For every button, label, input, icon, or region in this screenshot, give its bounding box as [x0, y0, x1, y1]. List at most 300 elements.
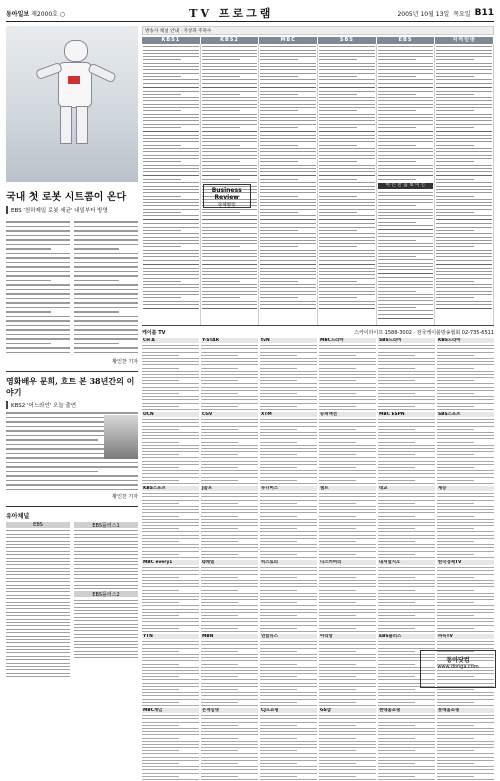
schedule-line	[437, 352, 494, 353]
schedule-line	[319, 509, 376, 510]
schedule-line	[378, 127, 416, 128]
schedule-line	[319, 728, 376, 729]
schedule-line	[201, 396, 258, 397]
schedule-line	[436, 138, 492, 139]
schedule-line	[142, 509, 199, 510]
text-line	[6, 669, 70, 670]
schedule-line	[260, 297, 298, 298]
schedule-line	[436, 189, 492, 190]
text-line	[74, 585, 138, 586]
schedule-line	[143, 66, 199, 67]
schedule-line	[260, 648, 317, 649]
schedule-line	[142, 500, 199, 501]
schedule-line	[437, 493, 494, 494]
schedule-line	[142, 470, 199, 471]
schedule-line	[378, 124, 434, 125]
schedule-line	[378, 141, 434, 142]
schedule-line	[142, 766, 199, 767]
schedule-line	[260, 127, 298, 128]
schedule-line	[319, 554, 356, 555]
schedule-line	[378, 596, 435, 597]
text-line	[6, 571, 70, 572]
schedule-line	[201, 406, 238, 407]
schedule-line	[142, 403, 199, 404]
schedule-line	[378, 451, 435, 452]
cable-channel	[437, 486, 494, 559]
schedule-line	[143, 301, 199, 302]
schedule-line	[378, 419, 435, 420]
schedule-line	[319, 141, 375, 142]
schedule-line	[437, 377, 494, 378]
cable-channel	[319, 708, 376, 781]
schedule-line	[319, 769, 376, 770]
schedule-line	[260, 516, 297, 517]
schedule-line	[378, 202, 434, 203]
schedule-line	[260, 175, 316, 176]
schedule-line	[437, 577, 474, 578]
schedule-line	[260, 387, 317, 388]
text-line	[6, 652, 70, 653]
schedule-line	[201, 590, 238, 591]
schedule-line	[142, 683, 199, 684]
schedule-line	[378, 621, 435, 622]
text-line	[6, 316, 70, 318]
schedule-line	[142, 695, 199, 696]
schedule-line	[260, 182, 316, 183]
schedule-line	[260, 56, 316, 57]
schedule-line	[378, 161, 416, 162]
schedule-line	[142, 438, 199, 439]
schedule-line	[201, 544, 258, 545]
schedule-line	[202, 278, 258, 279]
schedule-line	[319, 429, 356, 430]
schedule-line	[142, 380, 179, 381]
cable-channel-name: XTM	[260, 412, 317, 417]
section-title: TV 프로그램	[189, 7, 274, 20]
cable-channel-name: MBC게임	[142, 708, 199, 713]
schedule-line	[437, 512, 494, 513]
schedule-line	[437, 426, 494, 427]
schedule-line	[143, 148, 199, 149]
schedule-line	[319, 747, 376, 748]
schedule-line	[201, 557, 258, 558]
schedule-line	[260, 59, 298, 60]
text-line	[6, 639, 70, 640]
schedule-line	[319, 202, 375, 203]
schedule-line	[201, 503, 238, 504]
schedule-line	[319, 59, 357, 60]
schedule-line	[260, 158, 316, 159]
schedule-line	[319, 683, 376, 684]
cable-channel-name: 롯데홈쇼핑	[437, 708, 494, 713]
schedule-line	[437, 702, 474, 703]
schedule-line	[142, 692, 199, 693]
text-line	[6, 588, 70, 589]
schedule-line	[436, 158, 492, 159]
schedule-line	[201, 760, 258, 761]
schedule-line	[378, 358, 435, 359]
schedule-line	[260, 596, 317, 597]
schedule-line	[319, 664, 356, 665]
schedule-line	[378, 168, 434, 169]
schedule-line	[260, 445, 317, 446]
schedule-line	[437, 583, 494, 584]
schedule-line	[142, 429, 179, 430]
schedule-line	[142, 551, 199, 552]
schedule-line	[378, 396, 435, 397]
schedule-line	[142, 528, 179, 529]
article1-subhead: EBS '천하제일 로봇 세균' 내일부터 방영	[6, 206, 138, 214]
schedule-line	[378, 496, 435, 497]
schedule-line	[319, 461, 376, 462]
schedule-line	[378, 107, 434, 108]
schedule-line	[378, 175, 434, 176]
schedule-line	[378, 734, 435, 735]
schedule-line	[143, 212, 181, 213]
schedule-line	[143, 100, 199, 101]
schedule-line	[143, 196, 181, 197]
text-line	[74, 284, 138, 286]
schedule-line	[319, 779, 376, 780]
schedule-line	[202, 264, 258, 265]
text-line	[6, 659, 70, 660]
schedule-line	[260, 509, 317, 510]
schedule-line	[319, 419, 376, 420]
schedule-line	[319, 355, 356, 356]
schedule-line	[437, 348, 494, 349]
schedule-line	[436, 87, 492, 88]
schedule-line	[202, 246, 240, 247]
schedule-line	[378, 586, 435, 587]
schedule-line	[260, 196, 298, 197]
schedule-line	[260, 741, 317, 742]
schedule-line	[201, 451, 258, 452]
cable-channel-name: MBC every1	[142, 560, 199, 565]
schedule-line	[319, 46, 375, 47]
cable-channel	[437, 708, 494, 781]
schedule-line	[260, 50, 316, 51]
schedule-line	[436, 212, 474, 213]
schedule-line	[201, 361, 258, 362]
text-line	[6, 561, 70, 562]
schedule-line	[437, 519, 494, 520]
cable-channel-name: 한국경제TV	[437, 560, 494, 565]
cable-channel-name: 디스커버리	[319, 560, 376, 565]
schedule-line	[201, 657, 258, 658]
schedule-line	[319, 722, 376, 723]
schedule-line	[436, 243, 492, 244]
schedule-line	[378, 403, 435, 404]
schedule-line	[319, 97, 375, 98]
schedule-line	[143, 264, 199, 265]
schedule-line	[201, 705, 258, 706]
text-line	[74, 637, 138, 638]
schedule-line	[260, 151, 316, 152]
schedule-line	[378, 383, 435, 384]
text-line	[6, 343, 51, 345]
schedule-line	[437, 387, 494, 388]
text-line	[6, 574, 70, 575]
schedule-line	[378, 151, 434, 152]
schedule-line	[378, 368, 415, 369]
schedule-line	[201, 380, 238, 381]
schedule-line	[437, 538, 494, 539]
schedule-line	[142, 512, 199, 513]
schedule-line	[319, 281, 357, 282]
schedule-line	[378, 222, 416, 223]
schedule-line	[436, 50, 492, 51]
schedule-line	[143, 202, 199, 203]
schedule-line	[201, 699, 258, 700]
text-line	[6, 629, 70, 630]
schedule-line	[142, 641, 199, 642]
schedule-line	[201, 722, 258, 723]
schedule-line	[142, 621, 199, 622]
schedule-line	[142, 609, 199, 610]
text-line	[74, 257, 138, 259]
schedule-line	[319, 676, 356, 677]
schedule-line	[143, 138, 199, 139]
schedule-line	[143, 155, 199, 156]
schedule-line	[378, 676, 415, 677]
schedule-line	[319, 406, 356, 407]
schedule-line	[436, 182, 492, 183]
schedule-line	[378, 110, 416, 111]
schedule-line	[260, 664, 297, 665]
schedule-line	[260, 352, 317, 353]
schedule-line	[201, 599, 258, 600]
schedule-line	[202, 69, 258, 70]
schedule-line	[260, 145, 298, 146]
text-line	[6, 311, 51, 313]
schedule-line	[142, 722, 199, 723]
schedule-line	[436, 237, 492, 238]
schedule-line	[260, 246, 298, 247]
text-line	[6, 230, 70, 232]
schedule-line	[202, 253, 258, 254]
channel-column	[318, 44, 377, 325]
schedule-line	[142, 361, 199, 362]
schedule-line	[437, 419, 494, 420]
schedule-line	[319, 73, 375, 74]
schedule-line	[436, 73, 492, 74]
schedule-line	[143, 186, 199, 187]
schedule-line	[143, 94, 181, 95]
schedule-line	[319, 161, 357, 162]
schedule-line	[260, 358, 317, 359]
schedule-line	[260, 94, 298, 95]
schedule-line	[378, 390, 435, 391]
schedule-line	[319, 500, 376, 501]
schedule-line	[143, 268, 199, 269]
schedule-line	[437, 531, 494, 532]
schedule-line	[437, 371, 494, 372]
schedule-line	[378, 612, 435, 613]
schedule-line	[436, 304, 492, 305]
schedule-line	[378, 145, 416, 146]
schedule-line	[260, 609, 317, 610]
text-line	[6, 307, 70, 309]
schedule-line	[201, 516, 238, 517]
schedule-line	[378, 477, 435, 478]
schedule-line	[201, 364, 258, 365]
schedule-line	[436, 287, 492, 288]
schedule-line	[378, 574, 435, 575]
schedule-line	[437, 750, 474, 751]
schedule-line	[437, 725, 474, 726]
schedule-line	[437, 769, 494, 770]
schedule-line	[378, 551, 435, 552]
schedule-line	[436, 66, 492, 67]
text-line	[74, 298, 138, 300]
schedule-line	[436, 301, 492, 302]
schedule-line	[142, 377, 199, 378]
schedule-line	[436, 145, 474, 146]
schedule-line	[143, 145, 181, 146]
schedule-line	[319, 127, 357, 128]
schedule-line	[378, 464, 435, 465]
schedule-line	[260, 364, 317, 365]
text-line	[6, 253, 70, 255]
schedule-line	[378, 192, 434, 193]
schedule-line	[143, 243, 199, 244]
schedule-line	[201, 429, 238, 430]
schedule-line	[378, 531, 435, 532]
schedule-line	[142, 625, 199, 626]
schedule-line	[201, 500, 258, 501]
schedule-line	[319, 503, 356, 504]
schedule-line	[436, 135, 492, 136]
masthead-rule	[6, 21, 494, 22]
schedule-line	[437, 435, 494, 436]
portrait-photo	[104, 415, 138, 459]
schedule-line	[260, 219, 316, 220]
schedule-line	[437, 625, 494, 626]
schedule-line	[437, 776, 474, 777]
schedule-line	[142, 399, 199, 400]
text-line	[74, 316, 138, 318]
schedule-line	[260, 625, 317, 626]
schedule-line	[202, 107, 258, 108]
schedule-line	[142, 660, 199, 661]
schedule-line	[201, 596, 258, 597]
schedule-line	[201, 570, 258, 571]
schedule-line	[319, 205, 375, 206]
schedule-line	[378, 615, 415, 616]
schedule-line	[143, 56, 199, 57]
schedule-line	[260, 470, 317, 471]
schedule-line	[436, 114, 492, 115]
schedule-line	[319, 422, 376, 423]
schedule-line	[260, 612, 317, 613]
schedule-line	[378, 692, 435, 693]
schedule-line	[319, 718, 376, 719]
schedule-line	[142, 448, 199, 449]
schedule-line	[201, 577, 238, 578]
schedule-line	[143, 158, 199, 159]
schedule-line	[378, 199, 434, 200]
text-line	[6, 226, 70, 228]
channel-6: 지역민방	[435, 37, 493, 44]
schedule-line	[143, 223, 199, 224]
schedule-line	[319, 621, 376, 622]
schedule-line	[142, 461, 199, 462]
article2-byline: 황인찬 기자	[112, 494, 138, 500]
schedule-line	[260, 406, 297, 407]
schedule-line	[142, 602, 179, 603]
schedule-line	[319, 230, 357, 231]
schedule-line	[142, 689, 179, 690]
schedule-line	[260, 215, 316, 216]
article2-body	[6, 412, 138, 490]
schedule-line	[319, 87, 375, 88]
schedule-line	[436, 264, 492, 265]
schedule-line	[201, 348, 258, 349]
schedule-line	[437, 473, 494, 474]
schedule-line	[378, 470, 435, 471]
schedule-line	[201, 371, 258, 372]
schedule-line	[378, 467, 415, 468]
cable-title-bar: 케이블 TV 스카이라이프 1588-3002 · 전국케이블방송협회 02-735-6511	[142, 330, 494, 336]
schedule-line	[201, 602, 238, 603]
schedule-line	[260, 240, 316, 241]
schedule-line	[260, 393, 297, 394]
schedule-line	[260, 348, 317, 349]
cable-channel-name: Y-STAR	[201, 338, 258, 343]
schedule-line	[202, 50, 258, 51]
schedule-line	[378, 218, 434, 219]
text-line	[6, 558, 70, 559]
schedule-line	[260, 467, 297, 468]
schedule-line	[201, 457, 258, 458]
schedule-line	[437, 631, 494, 632]
schedule-line	[201, 547, 258, 548]
schedule-line	[437, 464, 494, 465]
cable-channel-name: 연합뉴스	[260, 634, 317, 639]
cable-channel-name: CJ오쇼핑	[260, 708, 317, 713]
schedule-line	[319, 605, 376, 606]
schedule-line	[378, 148, 434, 149]
schedule-line	[202, 223, 258, 224]
schedule-line	[378, 374, 435, 375]
schedule-line	[437, 570, 494, 571]
schedule-line	[319, 426, 376, 427]
schedule-line	[378, 599, 435, 600]
text-line	[6, 280, 51, 282]
schedule-line	[201, 467, 238, 468]
schedule-line	[436, 76, 474, 77]
schedule-line	[201, 538, 258, 539]
schedule-line	[319, 209, 375, 210]
schedule-line	[436, 240, 492, 241]
schedule-line	[201, 551, 258, 552]
schedule-line	[319, 531, 376, 532]
schedule-line	[201, 567, 258, 568]
schedule-line	[201, 773, 258, 774]
text-line	[6, 239, 70, 241]
schedule-line	[142, 409, 199, 410]
schedule-line	[201, 731, 258, 732]
schedule-line	[319, 525, 376, 526]
schedule-line	[437, 383, 494, 384]
schedule-line	[142, 544, 199, 545]
schedule-line	[378, 291, 416, 292]
text-line	[74, 651, 138, 652]
schedule-line	[143, 117, 199, 118]
schedule-line	[260, 605, 317, 606]
schedule-line	[201, 654, 258, 655]
schedule-line	[201, 377, 258, 378]
